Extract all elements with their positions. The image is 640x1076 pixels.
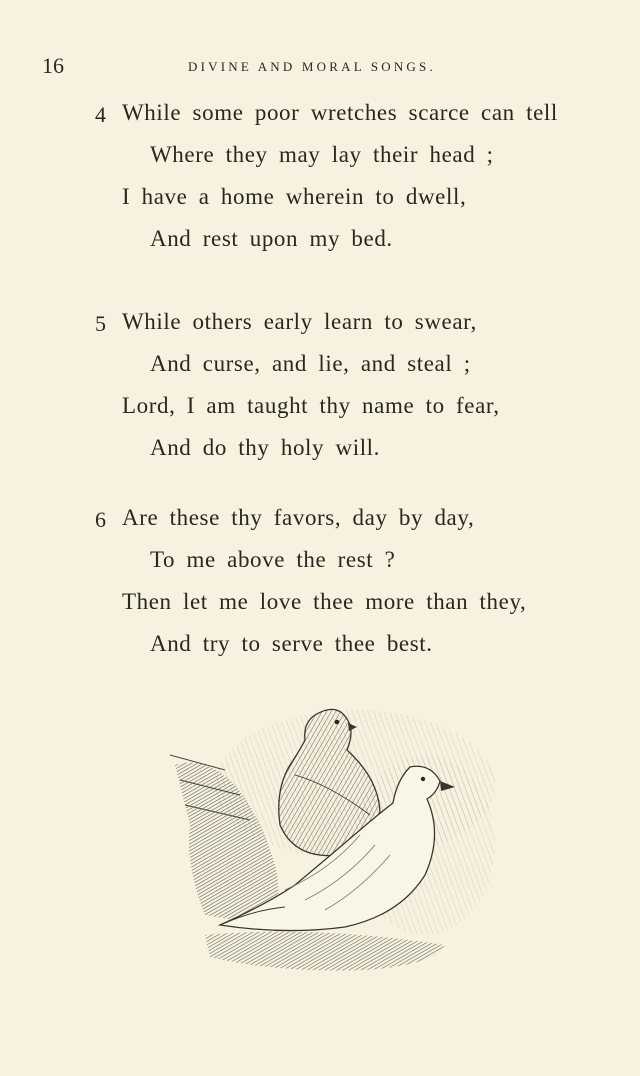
verse-line: And do thy holy will. bbox=[150, 435, 381, 460]
running-title: DIVINE AND MORAL SONGS. bbox=[188, 59, 436, 74]
verse-line: Lord, I am taught thy name to fear, bbox=[122, 393, 500, 418]
verse-line: And try to serve thee best. bbox=[150, 631, 433, 656]
verse-line: And rest upon my bed. bbox=[150, 226, 393, 251]
verse-line: Then let me love thee more than they, bbox=[122, 589, 527, 614]
doves-engraving bbox=[165, 695, 505, 980]
stanza-number: 6 bbox=[95, 507, 106, 532]
page-number: 16 bbox=[42, 53, 64, 78]
stanza-number: 5 bbox=[95, 311, 106, 336]
verse-line: Are these thy favors, day by day, bbox=[122, 505, 475, 530]
verse-line: I have a home wherein to dwell, bbox=[122, 184, 467, 209]
verse-line: And curse, and lie, and steal ; bbox=[150, 351, 471, 376]
verse-line: While others early learn to swear, bbox=[122, 309, 477, 334]
verse-line: While some poor wretches scarce can tell bbox=[122, 100, 558, 125]
stanza-number: 4 bbox=[95, 102, 106, 127]
verse-line: To me above the rest ? bbox=[150, 547, 396, 572]
ground bbox=[205, 932, 445, 971]
page-header bbox=[0, 53, 640, 79]
verse-line: Where they may lay their head ; bbox=[150, 142, 494, 167]
